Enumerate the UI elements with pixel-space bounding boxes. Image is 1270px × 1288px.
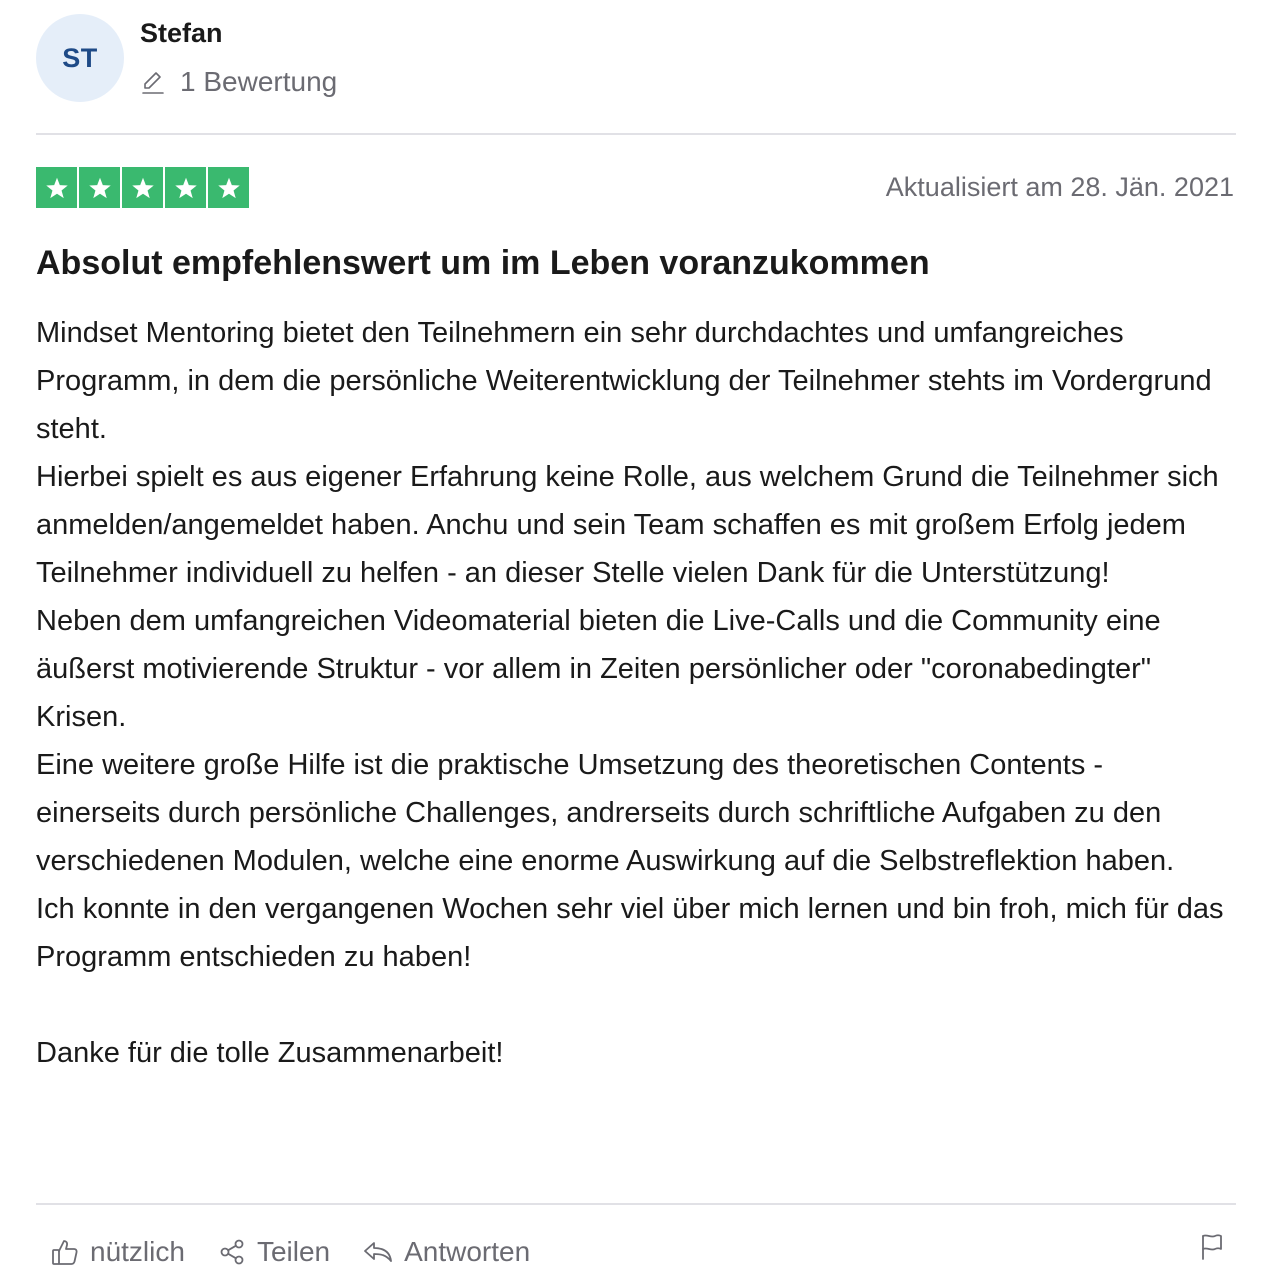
pencil-icon [140,69,166,95]
review-paragraph: Danke für die tolle Zusammenarbeit! [36,1037,504,1069]
review-paragraph: Neben dem umfangreichen Videomaterial bieten die Live-Calls und die Community eine äußerst motivierende Struktur - vor allem in Zeiten persönlicher oder "coronabedingter" Krisen. [36,605,1161,733]
review-body [36,309,1231,1077]
review-count-label: 1 Bewertung [180,66,338,97]
review-paragraph: Eine weitere große Hilfe ist die praktische Umsetzung des theoretischen Contents - einerseits durch persönliche Challenges, andrerseits durch schriftliche Aufgaben zu den verschiedenen Modulen, welche eine enorme Auswirkung auf die Selbstreflektion haben. [36,749,1175,877]
star-icon [122,167,163,208]
report-button[interactable] [1198,1232,1226,1267]
avatar[interactable]: ST [36,14,124,102]
reviewer-header [36,14,1236,104]
review-paragraph: Mindset Mentoring bietet den Teilnehmern ein sehr durchdachtes und umfangreiches Programm, in dem die persönliche Weiterentwicklung der Teilnehmer stehts im Vordergrund steht. [36,317,1212,445]
share-button[interactable] [217,1236,330,1268]
review-date: Aktualisiert am 28. Jän. 2021 [885,172,1234,202]
thumbs-up-icon [50,1237,80,1267]
star-icon [165,167,206,208]
useful-button[interactable] [50,1236,185,1268]
flag-icon [1198,1232,1226,1262]
star-rating [36,167,249,208]
share-label: Teilen [256,1236,331,1267]
review-paragraph: Hierbei spielt es aus eigener Erfahrung keine Rolle, aus welchem Grund die Teilnehmer sich anmelden/angemeldet haben. Anchu und sein Team schaffen es mit großem Erfolg jedem Teilnehmer individuell zu helfen - an dieser Stelle vielen Dank für die Unterstützung! [36,461,1219,589]
star-icon [79,167,120,208]
review-card [36,0,1236,1288]
footer-divider [36,1203,1236,1205]
reply-icon [362,1237,394,1267]
share-icon [217,1237,247,1267]
header-divider [36,133,1236,135]
star-icon [208,167,249,208]
review-actions [50,1236,562,1268]
review-title[interactable]: Absolut empfehlenswert um im Leben voranzukommen [36,244,930,282]
reply-label: Antworten [404,1236,531,1267]
review-paragraph: Ich konnte in den vergangenen Wochen sehr viel über mich lernen und bin froh, mich für das Programm entschieden zu haben! [36,893,1224,973]
reply-button[interactable] [362,1236,530,1268]
paragraph-spacer [36,981,1231,1029]
reviewer-name[interactable]: Stefan [140,18,223,48]
review-count [140,66,337,98]
star-icon [36,167,77,208]
useful-label: nützlich [90,1236,185,1267]
